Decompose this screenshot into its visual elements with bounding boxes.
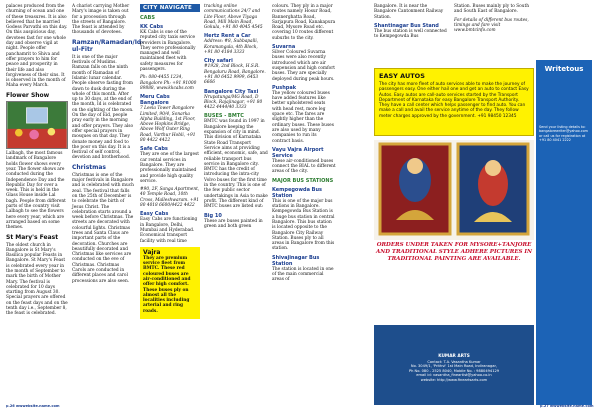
kumar-arts-phone: Ph No. 080 - 2525 8040, Mobile No. : 9880494129 xyxy=(408,368,500,373)
big10-heading: Big 10 xyxy=(204,212,222,219)
meru-cabs-text: 7 Leela Tower Bangalore Limited, 90/4, Sonarka Alpha Building, 1st Floor, Above Hopkins Bridge, Above Wolf Outer Ring Road, Varthur Hobli, +91 80 4422 4422 xyxy=(140,106,196,144)
city-navigate-bar: CITY NAVIGATE xyxy=(140,4,200,12)
kumar-arts-email: email id: vasantha_fineartist@yahoo.co.in xyxy=(416,373,492,378)
ramzan-text: It is one of the major festivals of Muslims. Ramzan falls on the ninth month of Ramadan of Islamic lunar calendar. People observe fasting from dawn to dusk during the whole of this month. After up to 30 days, at the end of the month, Id is celebrated on the sighting of the moon. On the day of Eid, people pray early in the morning and offer prayers. They also offer special prayers in mosques on that day. They donate money and food to the poor on this day. It is a festival of self control, devotion and brotherhood. xyxy=(72,54,134,161)
bangalore-city-taxi-text: Nrupatunga/MG Road, D Block, Rajajinagar, +91 80 4422 4444/40 3333 xyxy=(204,94,263,111)
st-marys-text: The oldest church in Bangalore is St Mary's Basilica popular Feasts in Bangalore. St Mary's Feast is celebrated every year in the month of September to mark the birth of Mother Mary. The festival is celebrated for 10 days starting from August 30. Special prayers are offered on the feast days and on the tenth day i.e., September 8, the feast is celebrated. xyxy=(6,242,68,317)
buses-bmtc-heading: BUSES - BMTC xyxy=(204,113,244,120)
meru-cabs-heading: Meru Cabs Bangalore xyxy=(140,94,170,107)
intro-text: A chariot carrying Mother Mary's image is taken out for a procession through the streets of Bangalore. The feast is attended by thousands of devotees. xyxy=(72,4,130,36)
kempegowda-text: This is one of the major bus stations in Bangalore. Kempegowda Bus Station is a huge bus station in central Bangalore. This bus station is located opposite to the Bangalore City Railway Station. Buses ply to all areas in Bangalore from this station. xyxy=(272,198,335,252)
easy-cabs-text: Easy Cabs are functioning in Bangalore, Delhi, Mumbai and Hyderabad. Economical transport facility with real time xyxy=(140,217,198,244)
vajra-text: They are premium service fleet from BMTC. These red coloured buses are air-conditioned and offer high comfort. These buses ply on almost all the localities including arterial and ring roads. xyxy=(143,255,191,314)
orders-banner: ORDERS UNDER TAKEN FOR MYSORE+TANJORE AND TRADITIONAL STYLE ADHERE PICTURES IN TRADITIONAL PAINTING ARE AVAILABLE. xyxy=(375,242,533,262)
vajra-box xyxy=(140,247,200,319)
shivajinagar-heading: Shivajinagar Bus Station xyxy=(272,254,320,267)
write-to-us-text: Send your listing details to: bangalorewriter@yahoo.com or call us for registration at +91 80 4041 2222 xyxy=(539,125,588,143)
pushpak-text: The yellow coloured buses have added features like better upholstered seats with head rest, more leg space etc. The fares are slightly higher than the ordinary buses. These buses are also used by many companies to run its contract basis. xyxy=(272,90,334,144)
safe-cabs-heading: Safe Cabs xyxy=(140,146,168,153)
bangalore-city-taxi-heading: Bangalore City Taxi xyxy=(204,88,259,95)
hertz-text: Address: #8, Subbapalli, Koramangala, 4th Block, +91 80 4184 3333 xyxy=(204,39,259,56)
bus-routes-note: For details of different bus routes, timings and fare visit www.bmtcinfo.com xyxy=(454,17,529,34)
shantinagar-text: The bus station is well connected to Kempegowda Bus xyxy=(374,28,447,40)
st-marys-heading: St Mary's Feast xyxy=(6,233,59,241)
easy-cabs-heading: Easy Cabs xyxy=(140,211,169,218)
christmas-text: Christmas is one of the major festivals in Bangalore and is celebrated with much zeal. The festival that falls on the 25th of December is to celebrate the birth of Jesus Christ. The celebration starts around a week before Christmas. The streets are decorated with colourful lights. Christmas trees and Santa Claus are important parts of the decoration. Churches are beautifully decorated and Christmas like services are conducted on the eve of Christmas. Christmas Carols are conducted in different places and carol processions are also seen. xyxy=(72,172,134,284)
easy-autos-body: The city has more fleet of auto services able to make the journey of passengers easy. One either hail one and get an auto to contact Easy Autos. Easy autos are call-auto services started by the Transport Department of Karnataka for easy Bangalore Transport Authority. They have a call center which helps passenger to find auto. You can make a call and avail the service anytime of the day. They follow meter charges approved by the government. +91 98450 12345 xyxy=(379,82,529,119)
intro-text: tracking online communications 24/7 and Lite Floor, Above Tiyaga Road, Mill Main Road, Gokula, +91 80 4045 4545 xyxy=(204,4,263,31)
column-5 xyxy=(272,4,336,404)
kumar-arts-address: No. 3049/1, 'Prithvi' 1st Main Road, Indiranagar, xyxy=(410,364,498,369)
suvarna-heading: Suvarna xyxy=(272,44,296,51)
column-3 xyxy=(140,4,200,404)
flower-show-heading: Flower Show xyxy=(6,91,50,99)
suvarna-text: Silver Coloured Suvarna buses were also recently introduced which are air suspension and high comfort buses. They are specially deployed during peak hours. xyxy=(272,50,336,82)
kk-cabs-contact: Ph: 080-4455 1234, Bangalore Ph: +91 91000 89888, www.kkcabs.com xyxy=(140,75,197,91)
shivajinagar-text: The station is located in one of the main commercial areas of xyxy=(272,266,334,283)
page-footer-right: p.27 wwwebsite.name.com xyxy=(540,404,594,408)
major-bus-stations-heading: MAJOR BUS STATIONS xyxy=(272,177,334,184)
city-safari-heading: City safari xyxy=(204,58,233,65)
intro-text: colours. They ply in a major routes namely Hosur Road, Bannerghatta Road, Sarjapura Road, Kanakapura Road, Mysore Road etc. covering 10 routes different suburbs to the city. xyxy=(272,4,336,41)
kumar-arts-box xyxy=(374,325,534,405)
vayu-vajra-heading: Vayu Vajra Airport Service xyxy=(272,146,324,159)
shantinagar-heading: Shantinagar Bus Stand xyxy=(374,22,439,29)
painting-image xyxy=(374,140,534,240)
hertz-heading: Hertz Rent a Car xyxy=(204,33,251,40)
easy-autos-box xyxy=(374,68,534,136)
city-safari-text: #1928, 2nd Block, H.S.R. Bengaluru Road, Bangalore. +91 80 6452 9999, 6453 6666 xyxy=(204,64,266,86)
kumar-arts-website: website: http://www.fineartsarts.com xyxy=(420,377,488,382)
page-footer-left: p.26 wwwebsite.name.com xyxy=(6,404,60,408)
flower-show-text: Lalbagh, the most famous landmark of Bangalore holds flower shows every year. The flower shows are conducted during the Independence Day and the Republic Day for over a week. This is held in the Glass House inside Lal bagh. People from different parts of the country visit Lalbagh to see the flowers here every year, which are arranged based on some themes. xyxy=(6,151,66,231)
kumar-arts-title: KUMAR ARTS xyxy=(438,354,470,359)
buses-bmtc-text: BMTC was found in 1997 in Bangalore keeping the expansion of city in mind. This division of Karnataka State Road Transport Service aims at providing efficient, economic, safe, and reliable transport bus service in Bangalore city. BMTC has the credit of introducing the intra-city Volvo buses for the first time in the country. This is one of the few public sector undertakings in Asia to make profit. The different kind of BMTC buses are listed out: xyxy=(204,119,268,210)
intro-text: Station. Buses mainly ply to South and South East of Bangalore. xyxy=(454,4,529,15)
big10-text: These are buses painted in green and both green xyxy=(204,218,263,229)
pushpak-heading: Pushpak xyxy=(272,84,297,91)
kk-cabs-heading: KK Cabs xyxy=(140,24,164,30)
write-to-us-title: Writetous xyxy=(544,65,584,73)
christmas-heading: Christmas xyxy=(72,163,107,171)
vajra-heading: Vajra xyxy=(143,248,161,256)
vayu-vajra-text: These air-conditioned buses connect the BIAL to different areas of the city. xyxy=(272,158,336,175)
column-2 xyxy=(72,4,144,404)
intro-text: palaces produced from the churning of ocean and one of these treasures. It is also believed that he married Godess Parvathi on this day. On this auspicious day, devotees fast for one whole day and observe vigil at night. People offer panchamrit to Shiva and offer prayers to him for peace and prosperity in their life and also forgiveness of their sins. It is observed in the month of Maha every March. xyxy=(6,4,68,89)
ramzan-heading: Ramzan/Ramadan/Id-ul-Fitr xyxy=(72,38,144,53)
column-4 xyxy=(204,4,268,404)
safe-cabs-text: They are one of the largest car rental services in Bangalore. They are professionally maintained and provide high quality service. xyxy=(140,152,199,184)
safe-cabs-contact: #90, 2F, Sanga Apartment, 40 Temple Road, 10th Cross, Malleshwaram. +91 80 4018 6600/4422 4422 xyxy=(140,187,200,209)
intro-text: Bangalore. It is near the Bangalore Cantonment Railway Station. xyxy=(374,4,444,20)
write-to-us-sidebar xyxy=(536,60,592,405)
kumar-arts-contact: Contact: T.A. Vasantha Kumar xyxy=(427,359,481,364)
cabs-heading: CABS xyxy=(140,15,155,21)
easy-autos-title: EASY AUTOS xyxy=(379,72,425,80)
column-6 xyxy=(374,4,448,66)
column-7 xyxy=(454,4,532,66)
flower-show-photo xyxy=(6,101,68,149)
kk-cabs-text: KK Cabs is one of the reputed city taxis service providers in Bangalore. They serve professionally managed and well maintained fleet with safety measures for passengers. xyxy=(140,30,196,73)
column-1 xyxy=(6,4,68,404)
kempegowda-heading: Kempegowda Bus Station xyxy=(272,186,323,199)
